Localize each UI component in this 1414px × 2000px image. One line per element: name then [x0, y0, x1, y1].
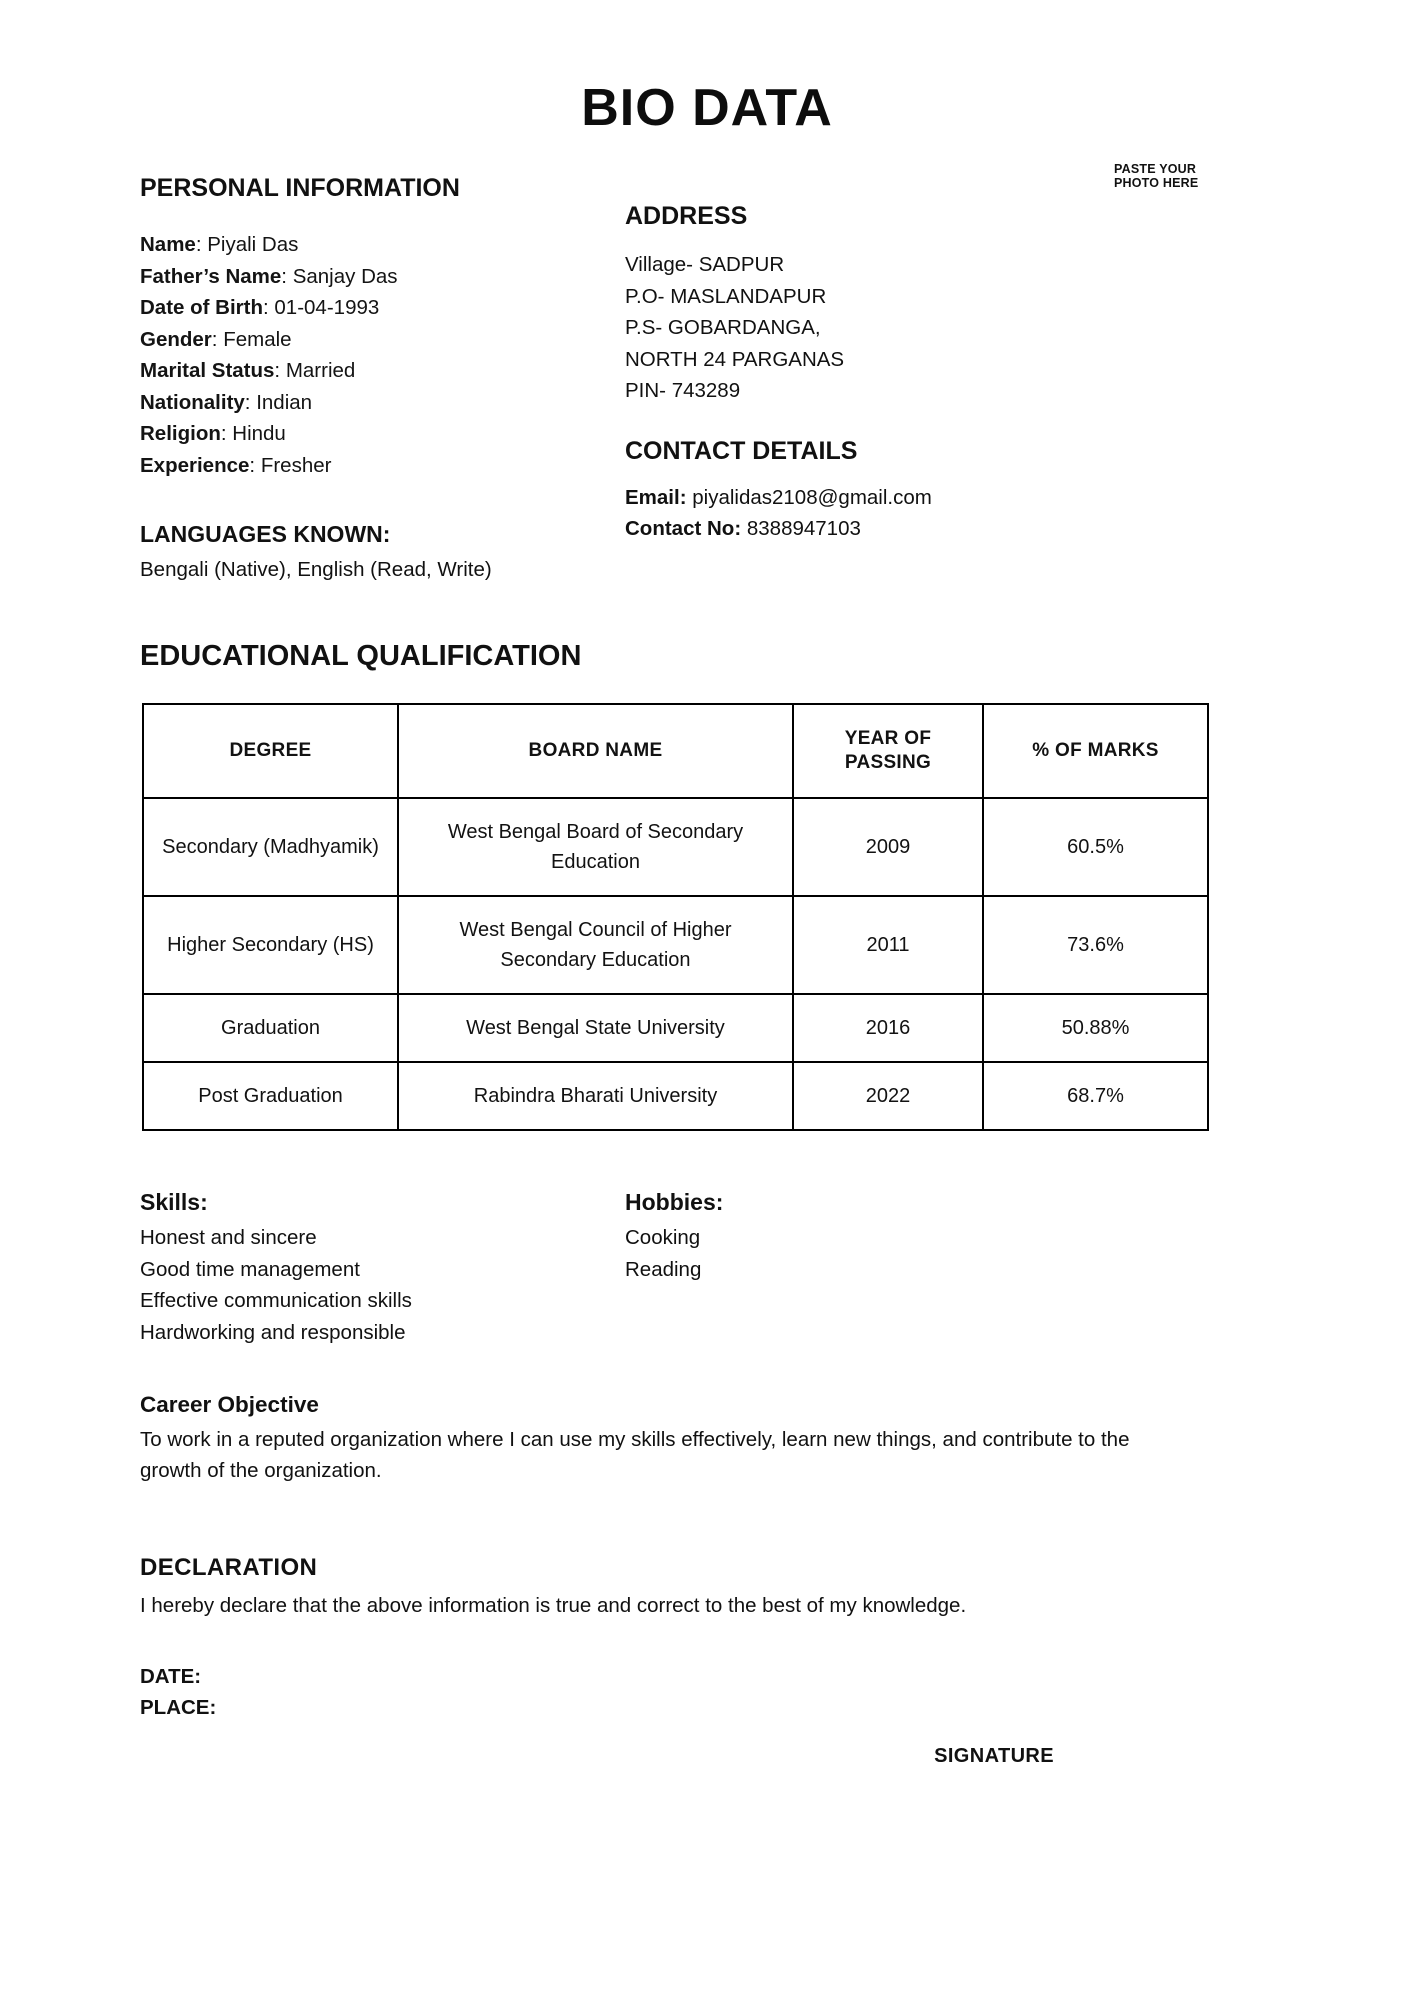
field-colon: :: [195, 233, 208, 256]
cell-board: West Bengal Board of Secondary Education: [398, 798, 793, 896]
address-line: PIN- 743289: [625, 379, 741, 402]
field-gender: [140, 324, 610, 356]
personal-fields: [140, 229, 610, 481]
field-colon: :: [263, 296, 275, 319]
field-label: Religion: [140, 422, 221, 445]
personal-column: [140, 174, 610, 585]
column-header-board-name: BOARD NAME: [398, 704, 793, 798]
cell-year: 2011: [793, 896, 983, 994]
date-place-block: [140, 1661, 1274, 1723]
place-label: PLACE:: [140, 1696, 217, 1719]
column-header-degree: DEGREE: [143, 704, 398, 798]
field-marital-status: [140, 355, 610, 387]
photo-placeholder-line2: PHOTO HERE: [1114, 176, 1199, 190]
personal-information-heading: PERSONAL INFORMATION: [140, 174, 460, 202]
contact-details-heading: CONTACT DETAILS: [625, 436, 858, 465]
field-nationality: [140, 387, 610, 419]
signature-label: SIGNATURE: [934, 1745, 1054, 1767]
skills-item: Effective communication skills: [140, 1289, 412, 1312]
cell-board: Rabindra Bharati University: [398, 1062, 793, 1130]
cell-degree: Secondary (Madhyamik): [143, 798, 398, 896]
field-name: [140, 229, 610, 261]
field-label: Name: [140, 233, 196, 256]
cell-year: 2016: [793, 994, 983, 1062]
field-colon: :: [244, 390, 257, 414]
contact-phone-value: 8388947103: [746, 517, 861, 540]
contact-email-label: Email:: [625, 485, 687, 509]
field-colon: :: [249, 453, 261, 477]
cell-year: 2009: [793, 798, 983, 896]
field-value: Piyali Das: [207, 233, 299, 256]
table-row: [143, 798, 1208, 896]
column-header-percent-of-marks: % OF MARKS: [983, 704, 1208, 798]
field-value: Sanjay Das: [292, 264, 398, 288]
field-value: Fresher: [260, 453, 332, 477]
contact-phone-row: [625, 513, 1274, 545]
field-label: Experience: [140, 453, 250, 477]
cell-marks: 60.5%: [983, 798, 1208, 896]
address-lines: [625, 249, 1274, 407]
field-colon: :: [211, 327, 224, 351]
field-value: Indian: [256, 390, 313, 414]
languages-known-block: [140, 521, 610, 585]
table-row: [143, 994, 1208, 1062]
field-date-of-birth: [140, 292, 610, 324]
hobbies-block: [610, 1189, 1274, 1348]
date-label: DATE:: [140, 1665, 202, 1688]
photo-placeholder-line1: PASTE YOUR: [1114, 162, 1197, 176]
field-label: Nationality: [140, 390, 245, 414]
cell-marks: 73.6%: [983, 896, 1208, 994]
field-religion: [140, 418, 610, 450]
career-objective-text: To work in a reputed organization where I can use my skills effectively, learn new things, and contribute to the growth of the organization.: [140, 1428, 1130, 1482]
field-label: Date of Birth: [140, 296, 263, 319]
field-colon: :: [274, 359, 286, 382]
table-row: [143, 1062, 1208, 1130]
languages-known-heading: LANGUAGES KNOWN:: [140, 521, 391, 547]
field-value: Female: [223, 327, 292, 351]
document-body: [0, 162, 1414, 1768]
cell-board: West Bengal State University: [398, 994, 793, 1062]
field-label: Marital Status: [140, 359, 275, 382]
declaration-text: I hereby declare that the above information is true and correct to the best of my knowledge.: [140, 1594, 967, 1617]
hobbies-heading: Hobbies:: [625, 1189, 724, 1215]
field-value: Hindu: [232, 422, 286, 445]
cell-year: 2022: [793, 1062, 983, 1130]
photo-placeholder: [1114, 162, 1234, 190]
career-objective-block: [140, 1392, 1274, 1486]
personal-and-address-row: [140, 162, 1274, 585]
contact-email-value: piyalidas2108@gmail.com: [692, 485, 932, 509]
education-table-body: [143, 798, 1208, 1130]
languages-known-text: Bengali (Native), English (Read, Write): [140, 558, 492, 581]
address-column: [610, 162, 1274, 545]
skills-heading: Skills:: [140, 1189, 208, 1215]
cell-degree: Higher Secondary (HS): [143, 896, 398, 994]
cell-marks: 68.7%: [983, 1062, 1208, 1130]
hobbies-item: Reading: [625, 1257, 702, 1281]
hobbies-item: Cooking: [625, 1226, 701, 1249]
declaration-block: [140, 1554, 1274, 1768]
skills-and-hobbies-row: [140, 1189, 1274, 1348]
career-objective-heading: Career Objective: [140, 1392, 319, 1417]
field-colon: :: [220, 422, 233, 445]
address-line: P.S- GOBARDANGA,: [625, 316, 821, 339]
table-header-row: [143, 704, 1208, 798]
field-colon: :: [281, 264, 293, 288]
declaration-heading: DECLARATION: [140, 1554, 318, 1581]
field-value: Married: [285, 359, 356, 382]
cell-degree: Graduation: [143, 994, 398, 1062]
page-title: BIO DATA: [581, 79, 833, 137]
field-label: Gender: [140, 327, 212, 351]
address-heading: ADDRESS: [625, 202, 748, 230]
field-experience: [140, 450, 610, 482]
address-line: NORTH 24 PARGANAS: [625, 347, 845, 371]
skills-item: Good time management: [140, 1257, 360, 1281]
field-fathers-name: [140, 261, 610, 293]
field-value: 01-04-1993: [274, 296, 380, 319]
skills-item: Honest and sincere: [140, 1226, 317, 1249]
contact-email-row: [625, 482, 1274, 514]
educational-qualification-heading: EDUCATIONAL QUALIFICATION: [140, 640, 582, 672]
cell-marks: 50.88%: [983, 994, 1208, 1062]
address-line: Village- SADPUR: [625, 253, 785, 276]
cell-board: West Bengal Council of Higher Secondary Education: [398, 896, 793, 994]
column-header-year-of-passing: YEAR OF PASSING: [793, 704, 983, 798]
education-table-head: [143, 704, 1208, 798]
education-table: [142, 703, 1209, 1131]
contact-details-lines: [625, 482, 1274, 545]
address-line: P.O- MASLANDAPUR: [625, 284, 827, 308]
contact-phone-label: Contact No:: [625, 517, 742, 540]
cell-degree: Post Graduation: [143, 1062, 398, 1130]
table-row: [143, 896, 1208, 994]
field-label: Father’s Name: [140, 264, 282, 288]
skills-block: [140, 1189, 610, 1348]
skills-item: Hardworking and responsible: [140, 1320, 406, 1344]
